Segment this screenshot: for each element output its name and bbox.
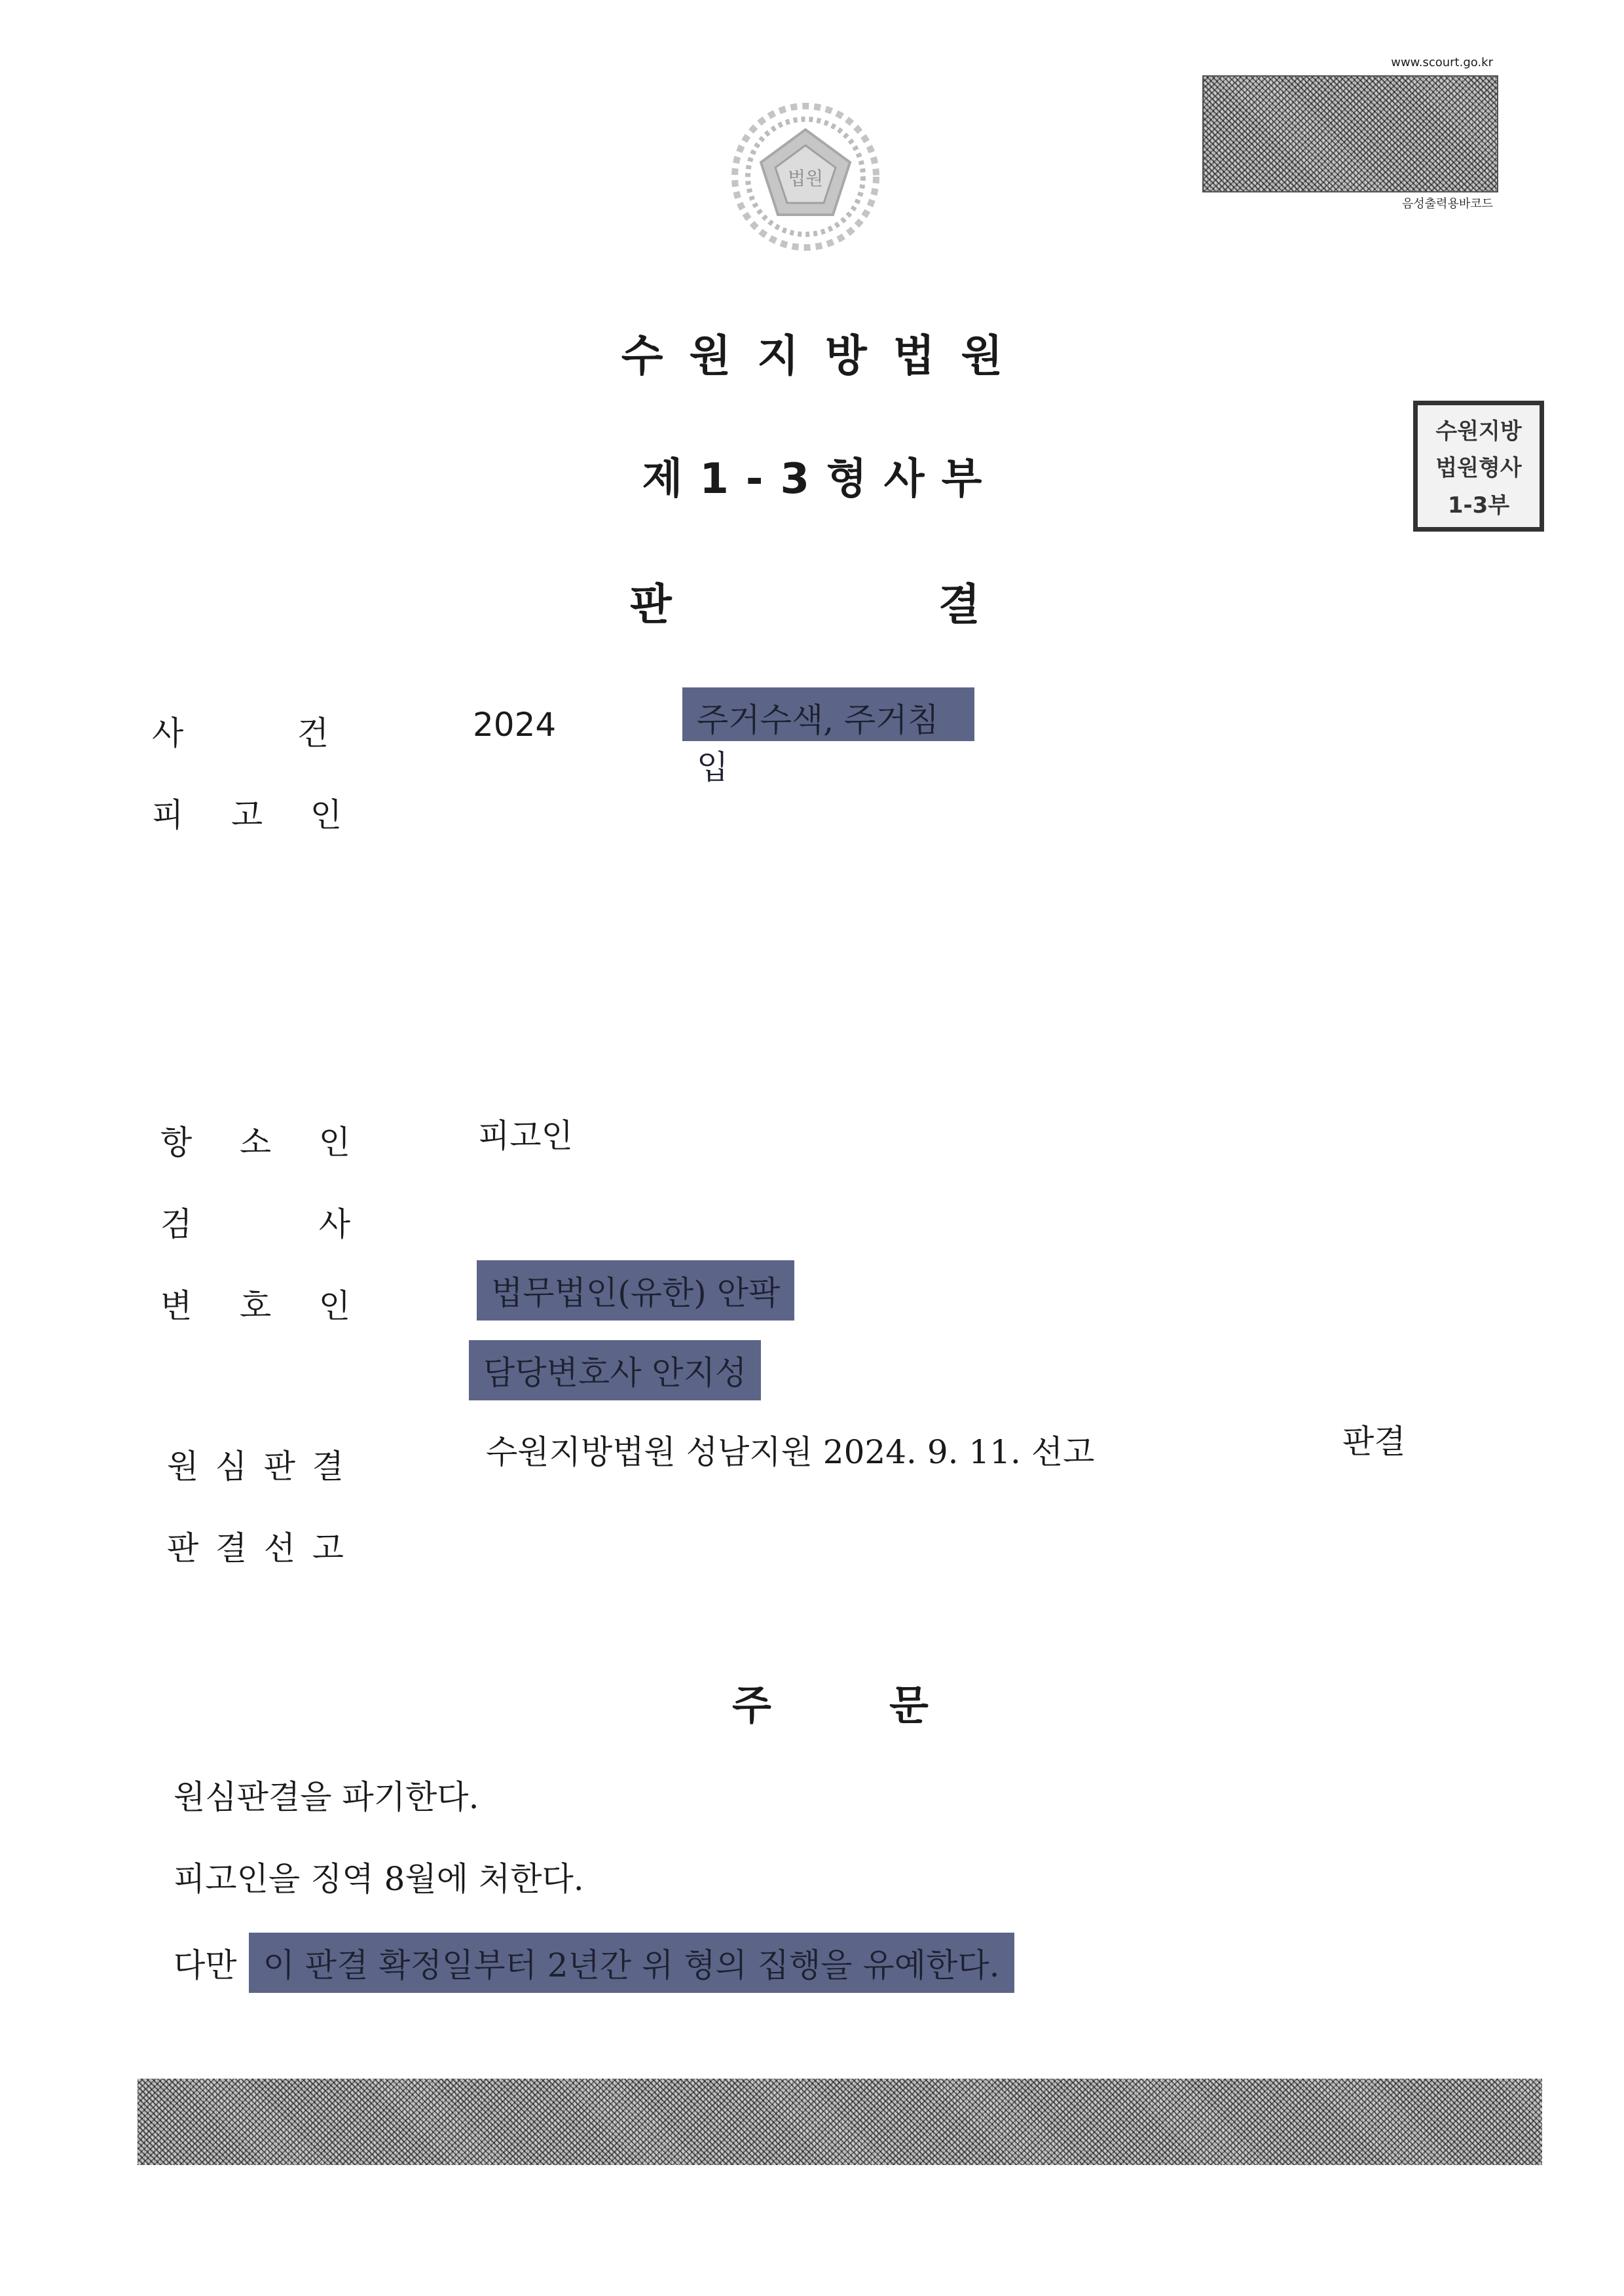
document-type-part-1: 판 bbox=[630, 579, 672, 630]
sentencing-label: 판 결 선 고 bbox=[167, 1529, 344, 1567]
barcode-image bbox=[1202, 75, 1498, 192]
counsel-attorney: 담당변호사 안지성 bbox=[469, 1340, 761, 1400]
order-line-3-highlight: 이 판결 확정일부터 2년간 위 형의 집행을 유예한다. bbox=[249, 1933, 1014, 1993]
court-emblem bbox=[727, 98, 884, 255]
appellant-label: 항 소 인 bbox=[160, 1123, 350, 1161]
seal-line: 수원지방 bbox=[1435, 418, 1522, 445]
case-label: 사 건 bbox=[152, 714, 329, 752]
order-line-2: 피고인을 징역 8월에 처한다. bbox=[174, 1860, 584, 1898]
barcode-url: www.scourt.go.kr bbox=[1391, 56, 1493, 69]
court-name: 수원지방법원 bbox=[621, 331, 1029, 381]
order-heading-part-2: 문 bbox=[889, 1681, 929, 1729]
document-type-part-2: 결 bbox=[938, 579, 980, 630]
order-line-1: 원심판결을 파기한다. bbox=[174, 1778, 479, 1816]
svg-text:법원: 법원 bbox=[787, 168, 824, 189]
order-line-3-prefix: 다만 bbox=[174, 1946, 237, 1984]
redacted-noise-band bbox=[138, 2079, 1542, 2165]
original-judgment-suffix: 판결 bbox=[1342, 1423, 1406, 1461]
defendant-label: 피 고 인 bbox=[152, 796, 342, 834]
seal-line: 법원형사 bbox=[1435, 455, 1522, 482]
counsel-label: 변 호 인 bbox=[160, 1287, 350, 1325]
barcode-caption: 음성출력용바코드 bbox=[1401, 197, 1493, 211]
seal-line: 1-3부 bbox=[1447, 492, 1510, 519]
order-heading-part-1: 주 bbox=[732, 1681, 771, 1729]
original-judgment-label: 원 심 판 결 bbox=[167, 1448, 344, 1485]
emblem-icon bbox=[727, 98, 884, 255]
appellant-value: 피고인 bbox=[478, 1117, 573, 1155]
order-line-3 bbox=[174, 1933, 1014, 1993]
counsel-firm: 법무법인(유한) 안팍 bbox=[477, 1260, 794, 1321]
case-charge: 주거수색, 주거침입 bbox=[682, 687, 974, 741]
division-name: 제1-3형사부 bbox=[642, 455, 999, 503]
barcode-block bbox=[1198, 56, 1500, 213]
original-judgment-value: 수원지방법원 성남지원 2024. 9. 11. 선고 bbox=[486, 1433, 1095, 1471]
case-number: 2024 bbox=[473, 706, 557, 744]
prosecutor-label: 검 사 bbox=[160, 1205, 350, 1243]
